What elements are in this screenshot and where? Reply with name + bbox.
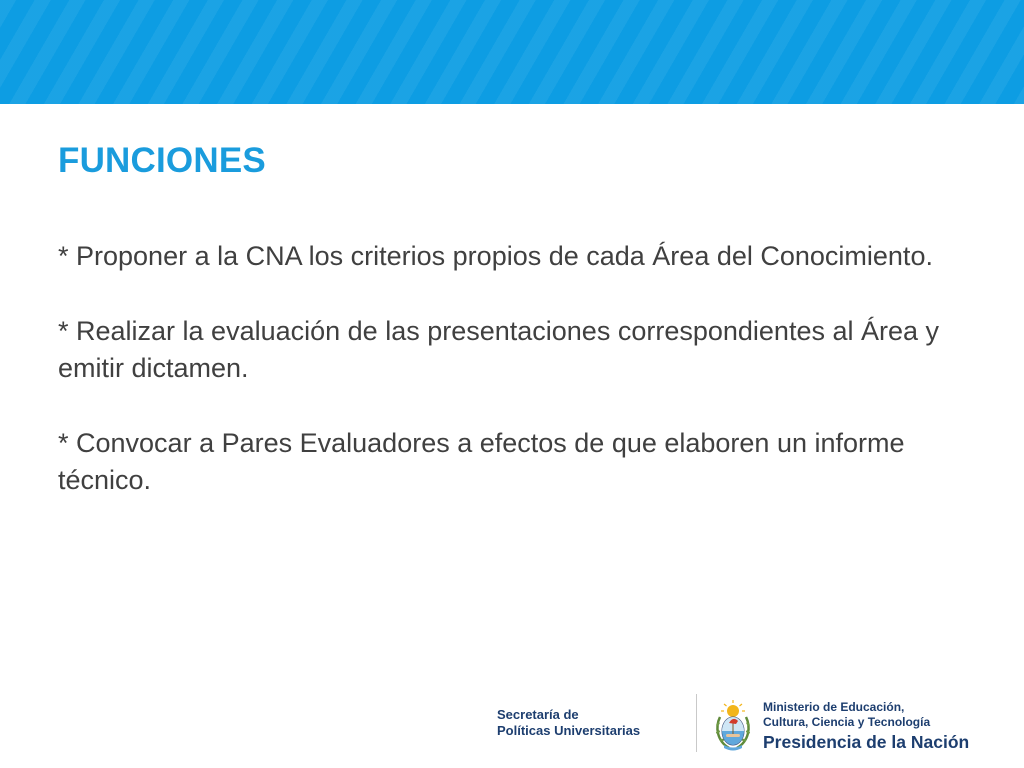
- ministerio-line-2: Cultura, Ciencia y Tecnología: [763, 714, 931, 729]
- function-item: * Proponer a la CNA los criterios propios de cada Área del Conocimiento.: [58, 241, 933, 271]
- secretaria-line-1: Secretaría de: [497, 707, 579, 722]
- ministerio-line-1: Ministerio de Educación,: [763, 700, 905, 714]
- footer-divider: [696, 694, 697, 752]
- function-item: * Realizar la evaluación de las presentaciones correspondientes al Área y emitir dictamen.: [58, 316, 940, 383]
- secretaria-line-2: Políticas Universitarias: [497, 723, 641, 738]
- function-item: * Convocar a Pares Evaluadores a efectos de que elaboren un informe técnico.: [58, 428, 905, 495]
- presidencia-label: Presidencia de la Nación: [763, 732, 970, 752]
- slide-body: [58, 238, 978, 537]
- secretaria-label: [497, 707, 687, 739]
- slide-title: FUNCIONES: [58, 141, 266, 180]
- ministerio-label: [763, 700, 1003, 753]
- argentina-coat-of-arms-icon: [713, 697, 753, 753]
- header-band: [0, 0, 1024, 104]
